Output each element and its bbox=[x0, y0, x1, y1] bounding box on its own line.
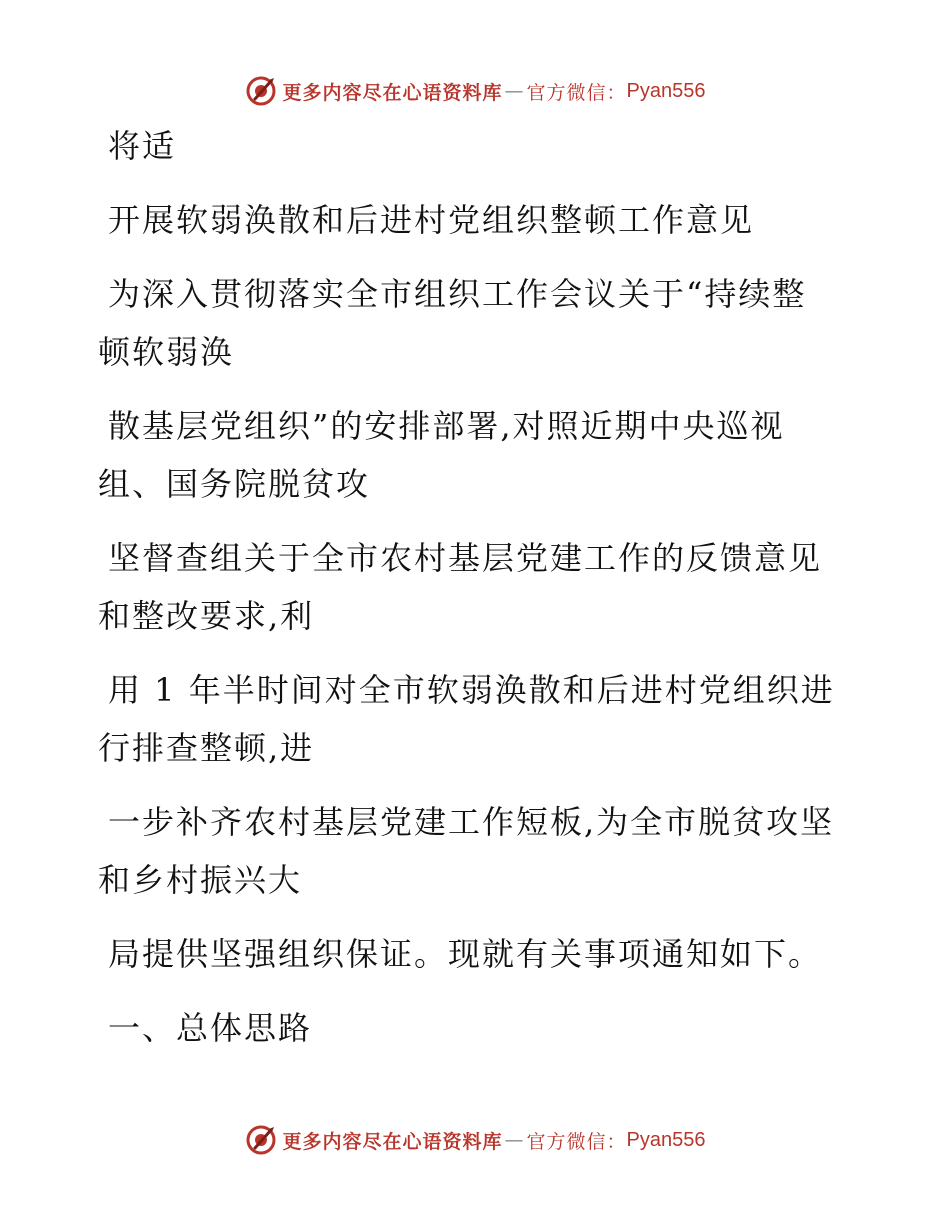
banner-dash: — bbox=[504, 1129, 525, 1151]
doc-line-9: 用 1 年半时间对全市软弱涣散和后进村党组织进 bbox=[108, 671, 835, 709]
banner-dash: — bbox=[504, 80, 525, 102]
doc-line-4: 顿软弱涣 bbox=[98, 333, 235, 371]
banner-wechat-label: 官方微信： bbox=[526, 81, 627, 104]
doc-line-6: 组、国务院脱贫攻 bbox=[98, 465, 371, 503]
banner-wechat-id: Pyan556 bbox=[626, 1128, 706, 1151]
banner-wechat-id: Pyan556 bbox=[626, 79, 706, 102]
logo-icon bbox=[245, 75, 277, 107]
banner-main-text: 更多内容尽在心语资料库 bbox=[282, 81, 503, 104]
doc-line-2: 开展软弱涣散和后进村党组织整顿工作意见 bbox=[108, 201, 755, 239]
banner-main-text: 更多内容尽在心语资料库 bbox=[282, 1130, 503, 1153]
doc-line-8: 和整改要求,利 bbox=[98, 597, 315, 635]
doc-line-10: 行排查整顿,进 bbox=[98, 729, 315, 767]
doc-line-1: 将适 bbox=[108, 127, 177, 165]
doc-line-3: 为深入贯彻落实全市组织工作会议关于“持续整 bbox=[108, 275, 807, 313]
footer-watermark-banner bbox=[0, 1120, 950, 1160]
logo-icon bbox=[245, 1124, 277, 1156]
doc-line-5: 散基层党组织”的安排部署,对照近期中央巡视 bbox=[108, 407, 785, 445]
doc-line-11: 一步补齐农村基层党建工作短板,为全市脱贫攻坚 bbox=[108, 803, 835, 841]
doc-line-7: 坚督查组关于全市农村基层党建工作的反馈意见 bbox=[108, 539, 823, 577]
banner-wechat-label: 官方微信： bbox=[526, 1130, 627, 1153]
doc-line-12: 和乡村振兴大 bbox=[98, 861, 303, 899]
doc-line-13: 局提供坚强组织保证。现就有关事项通知如下。 bbox=[108, 935, 823, 973]
doc-line-14: 一、总体思路 bbox=[108, 1009, 313, 1047]
header-watermark-banner bbox=[0, 71, 950, 111]
